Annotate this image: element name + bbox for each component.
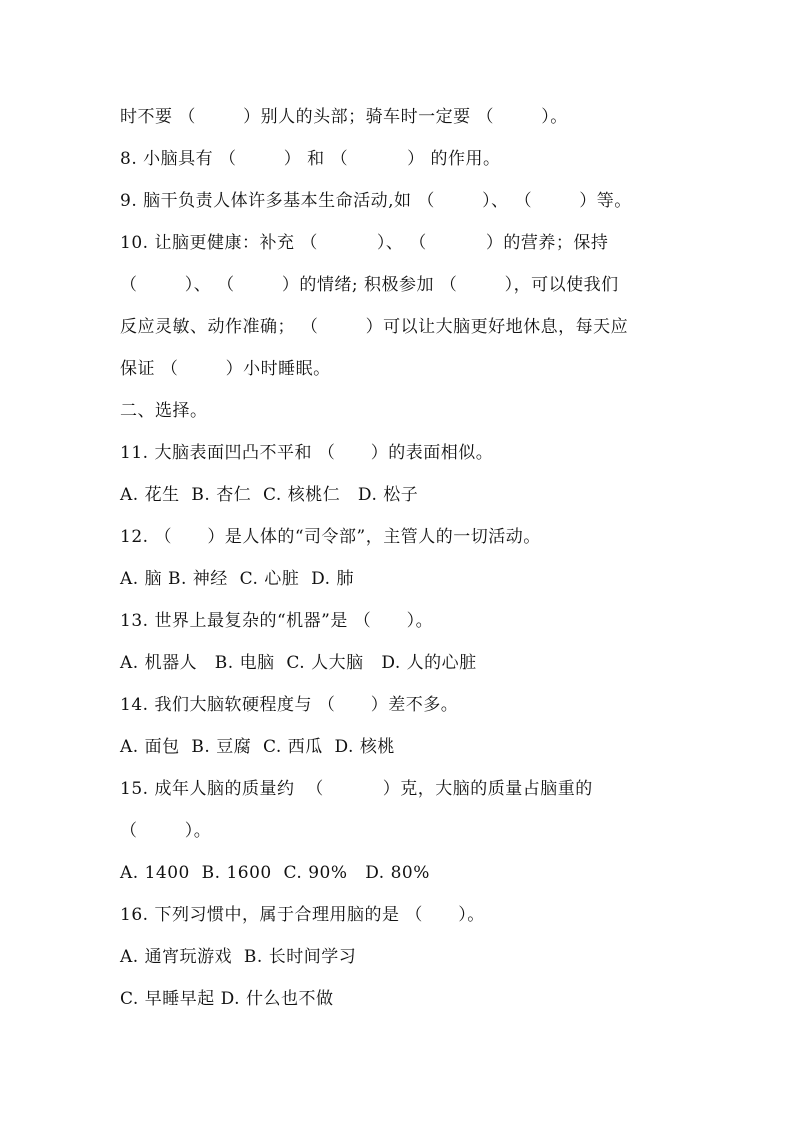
question-16: 16. 下列习惯中，属于合理用脑的是 （ ）。: [120, 905, 485, 925]
text-line: 时不要 （ ）别人的头部；骑车时一定要 （ ）。: [120, 107, 568, 127]
question-16-options-2: C. 早睡早起 D. 什么也不做: [120, 989, 334, 1009]
question-11: 11. 大脑表面凹凸不平和 （ ）的表面相似。: [120, 443, 494, 463]
question-12-options: A. 脑 B. 神经 C. 心脏 D. 肺: [120, 569, 354, 589]
question-15-cont: （ ）。: [120, 821, 212, 841]
section-heading-choice: 二、选择。: [120, 401, 208, 421]
question-11-options: A. 花生 B. 杏仁 C. 核桃仁 D. 松子: [120, 485, 419, 505]
question-13: 13. 世界上最复杂的“机器”是 （ ）。: [120, 611, 434, 631]
question-8: 8. 小脑具有 （ ） 和 （ ） 的作用。: [120, 149, 501, 169]
question-10-cont-2: 反应灵敏、动作准确； （ ）可以让大脑更好地休息，每天应: [120, 317, 629, 337]
question-9: 9. 脑干负责人体许多基本生命活动,如 （ ）、 （ ）等。: [120, 191, 632, 211]
question-14-options: A. 面包 B. 豆腐 C. 西瓜 D. 核桃: [120, 737, 395, 757]
question-15: 15. 成年人脑的质量约 （ ）克，大脑的质量占脑重的: [120, 779, 593, 799]
question-10-cont-3: 保证 （ ）小时睡眠。: [120, 359, 331, 379]
question-14: 14. 我们大脑软硬程度与 （ ）差不多。: [120, 695, 459, 715]
question-10: 10. 让脑更健康：补充 （ ）、 （ ）的营养；保持: [120, 233, 609, 253]
question-10-cont-1: （ ）、 （ ）的情绪; 积极参加 （ ），可以使我们: [120, 275, 619, 295]
question-12: 12. （ ）是人体的“司令部”，主管人的一切活动。: [120, 527, 541, 547]
question-16-options-1: A. 通宵玩游戏 B. 长时间学习: [120, 947, 357, 967]
question-13-options: A. 机器人 B. 电脑 C. 人大脑 D. 人的心脏: [120, 653, 477, 673]
question-15-options: A. 1400 B. 1600 C. 90% D. 80%: [120, 863, 430, 883]
